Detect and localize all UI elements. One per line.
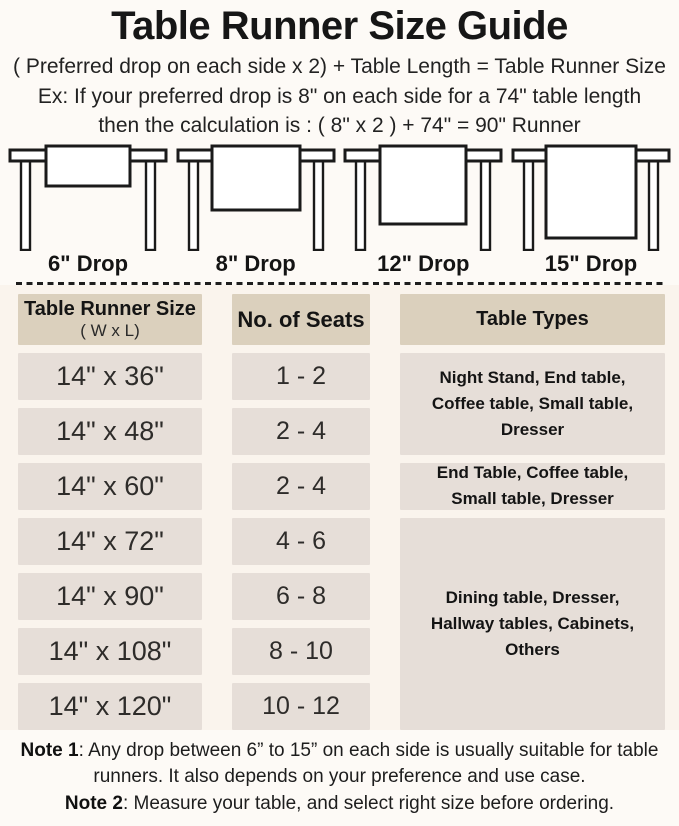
table-runner-6-drop-illustration [8, 144, 168, 251]
table-row-seats: 1 - 2 [232, 353, 370, 400]
table-row-size: 14" x 72" [18, 518, 202, 565]
table-row-size: 14" x 60" [18, 463, 202, 510]
table-row-seats: 10 - 12 [232, 683, 370, 730]
column-header-table-types [400, 294, 665, 345]
table-types-group-large: Dining table, Dresser, Hallway tables, Cabinets, Others [400, 518, 665, 730]
table-row-seats: 2 - 4 [232, 463, 370, 510]
table-row-seats: 6 - 8 [232, 573, 370, 620]
example-line-2: then the calculation is : ( 8" x 2 ) + 74" = 90" Runner [98, 114, 581, 137]
notes-block [0, 730, 679, 818]
drop-label: 8" Drop [215, 251, 296, 276]
note-2-text: : Measure your table, and select right size before ordering. [122, 792, 615, 814]
drop-label: 12" Drop [377, 251, 470, 276]
table-row-seats: 4 - 6 [232, 518, 370, 565]
note-1-label: Note 1 [20, 739, 79, 761]
column-title: Table Types [476, 307, 589, 330]
drop-item-6 [8, 144, 168, 277]
note-1 [6, 738, 673, 791]
table-runner-8-drop-illustration [176, 144, 336, 251]
table-row-seats: 8 - 10 [232, 628, 370, 675]
note-1-text: : Any drop between 6” to 15” on each side is usually suitable for table runners. It also depends on your preference and use case. [78, 739, 659, 788]
example-line-1: Ex: If your preferred drop is 8" on each side for a 74" table length [37, 85, 642, 108]
column-subtitle: ( W x L) [80, 320, 140, 340]
table-row-size: 14" x 108" [18, 628, 202, 675]
drop-item-15 [511, 144, 671, 277]
drop-illustrations-row [0, 140, 679, 277]
page-title: Table Runner Size Guide [111, 4, 568, 48]
column-header-runner-size [18, 294, 202, 345]
drop-item-8 [176, 144, 336, 277]
table-row-size: 14" x 48" [18, 408, 202, 455]
table-runner-12-drop-illustration [343, 144, 503, 251]
table-row-seats: 2 - 4 [232, 408, 370, 455]
formula-text: ( Preferred drop on each side x 2) + Table Length = Table Runner Size [13, 55, 666, 78]
column-title: Table Runner Size [24, 297, 196, 320]
drop-item-12 [343, 144, 503, 277]
column-header-seats [232, 294, 370, 345]
table-runner-15-drop-illustration [511, 144, 671, 251]
column-title: No. of Seats [237, 306, 365, 332]
note-2 [6, 791, 673, 818]
table-row-size: 14" x 90" [18, 573, 202, 620]
header-block [0, 0, 679, 140]
table-row-size: 14" x 36" [18, 353, 202, 400]
drop-label: 6" Drop [47, 251, 129, 276]
size-table [0, 285, 679, 730]
table-types-group-small: Night Stand, End table, Coffee table, Small table, Dresser [400, 353, 665, 455]
note-2-label: Note 2 [64, 792, 123, 814]
table-row-size: 14" x 120" [18, 683, 202, 730]
drop-label: 15" Drop [544, 251, 638, 276]
table-types-group-medium: End Table, Coffee table, Small table, Dresser [400, 463, 665, 510]
